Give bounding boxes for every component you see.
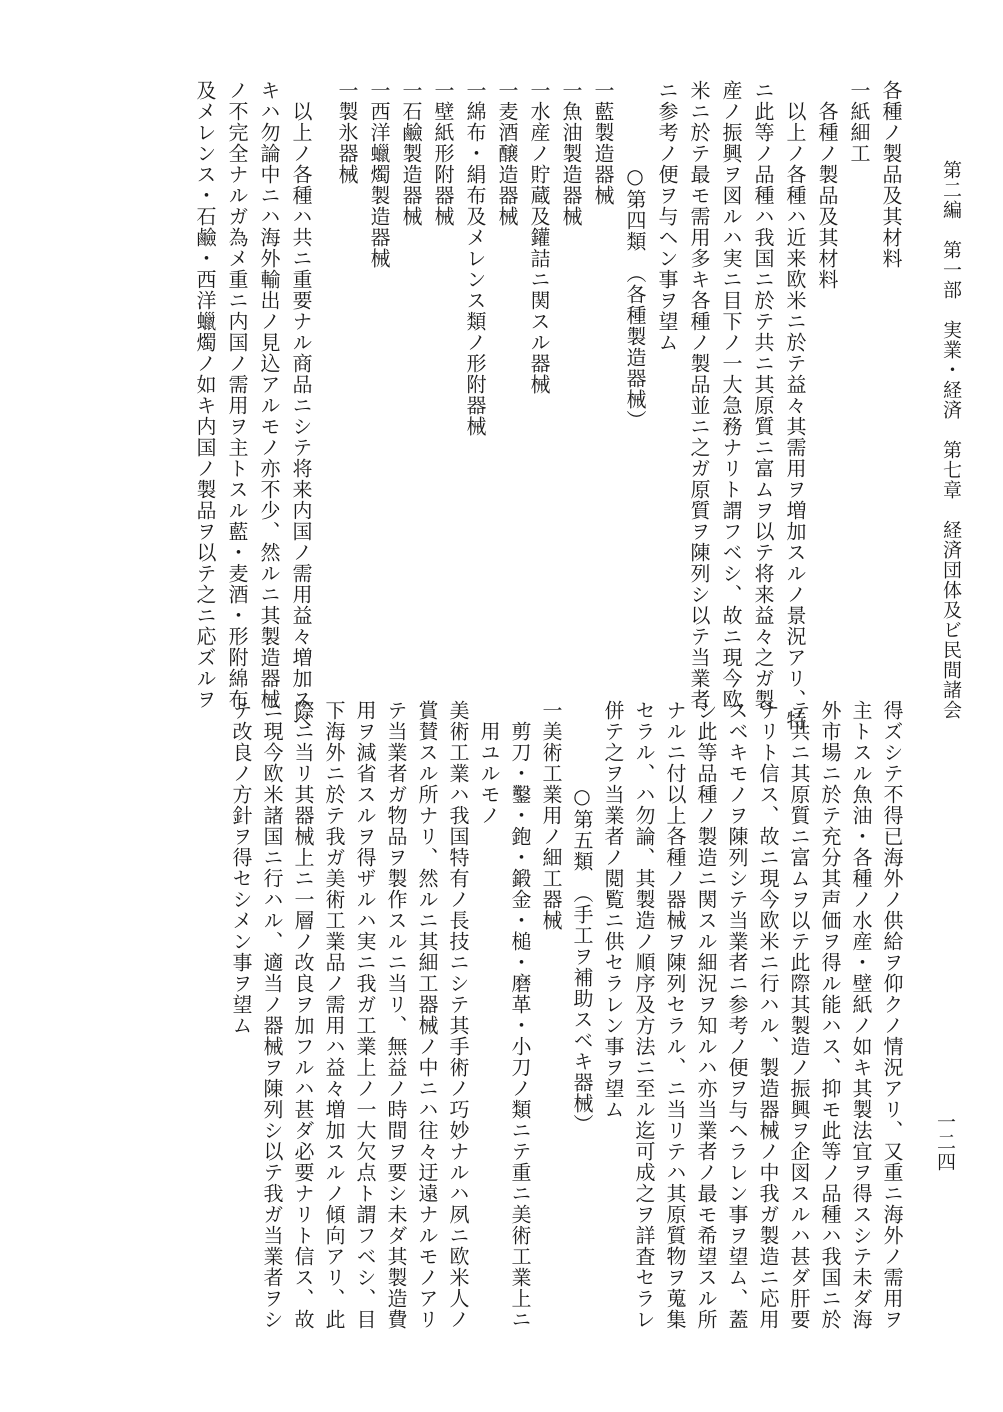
list-item: 一藍製造器械 <box>591 80 615 206</box>
paragraph-line: 産ノ振興ヲ図ルハ実ニ目下ノ一大急務ナリト謂フベシ、故ニ現今欧 <box>719 80 743 710</box>
paragraph-line: キハ勿論中ニハ海外輸出ノ見込アルモノ亦不少、然ルニ其製造器械 <box>257 80 281 710</box>
list-item: 一壁紙形附器械 <box>431 80 455 227</box>
paragraph-line: ナリト信ス、故ニ現今欧米ニ行ハル、製造器械ノ中我ガ製造ニ応用 <box>756 700 780 1330</box>
upper-text-block <box>189 80 907 731</box>
sub-item-materials: 各種ノ製品及其材料 <box>815 80 839 290</box>
spacer <box>317 80 331 680</box>
paragraph-line: 主トスル魚油・各種ノ水産・壁紙ノ如キ其製法宜ヲ得スシテ未ダ海 <box>849 700 873 1330</box>
class4-title: ○第四類 （各種製造器械） <box>623 80 647 431</box>
item-paper-craft: 一紙細工 <box>847 80 871 164</box>
paragraph-line: ニ此等ノ品種ハ我国ニ於テ共ニ其原質ニ富ムヲ以テ将来益々之ガ製 <box>751 80 775 710</box>
lower-text-block <box>225 700 907 1340</box>
tool-list-line: 用ユルモノ <box>477 700 501 826</box>
tool-list-line: 剪刀・鑿・鉋・鍛金・槌・磨革・小刀ノ類ニテ重ニ美術工業上ニ <box>508 700 532 1330</box>
paragraph-line: テ改良ノ方針ヲ得セシメン事ヲ望ム <box>229 700 253 1036</box>
paragraph-line: 賞賛スル所ナリ、然ルニ其細工器械ノ中ニハ往々迂遠ナルモノアリ <box>415 700 439 1330</box>
paragraph-line: セラル、ハ勿論、其製造ノ順序及方法ニ至ル迄可成之ヲ詳査セラレ <box>632 700 656 1330</box>
paragraph-line: ニ現今欧米諸国ニ行ハル、適当ノ器械ヲ陳列シ以テ我ガ当業者ヲシ <box>260 700 284 1330</box>
paragraph-line: スベキモノヲ陳列シテ当業者ニ参考ノ便ヲ与ヘラレン事ヲ望ム、蓋 <box>725 700 749 1330</box>
list-item: 一水産ノ貯蔵及鑵詰ニ関スル器械 <box>527 80 551 395</box>
paragraph-line: 下海外ニ於テ我ガ美術工業品ノ需用ハ益々増加スルノ傾向アリ、此 <box>322 700 346 1330</box>
paragraph-line: 以上ノ各種ハ近来欧米ニ於テ益々其需用ヲ増加スルノ景況アリ、特 <box>783 80 807 731</box>
paragraph-line: 及メレンス・石鹼・西洋蠟燭ノ如キ内国ノ製品ヲ以テ之ニ応ズルヲ <box>193 80 217 710</box>
list-item: 一石鹼製造器械 <box>399 80 423 227</box>
paragraph-line: テ当業者ガ物品ヲ製作スルニ当リ、無益ノ時間ヲ要シ未ダ其製造費 <box>384 700 408 1330</box>
item-art-tools: 一美術工業用ノ細工器械 <box>539 700 563 931</box>
paragraph-line: 米ニ於テ最モ需用多キ各種ノ製品並ニ之ガ原質ヲ陳列シ以テ当業者 <box>687 80 711 710</box>
paragraph-line: 以上ノ各種ハ共ニ重要ナル商品ニシテ将来内国ノ需用益々増加スベ <box>289 80 313 731</box>
paragraph-line: 併テ之ヲ当業者ノ閲覧ニ供セラレン事ヲ望ム <box>601 700 625 1120</box>
list-item: 一魚油製造器械 <box>559 80 583 227</box>
paragraph-line: 得ズシテ不得已海外ノ供給ヲ仰クノ情況アリ、又重ニ海外ノ需用ヲ <box>880 700 904 1330</box>
list-item: 一麦酒醸造器械 <box>495 80 519 227</box>
paragraph-line: テ共ニ其原質ニ富ムヲ以テ此際其製造ノ振興ヲ企図スルハ甚ダ肝要 <box>787 700 811 1330</box>
paragraph-line: 用ヲ減省スルヲ得ザルハ実ニ我ガ工業上ノ一大欠点ト謂フベシ、目 <box>353 700 377 1330</box>
list-item: 一西洋蠟燭製造器械 <box>367 80 391 269</box>
section-heading: 各種ノ製品及其材料 <box>879 80 903 269</box>
list-item: 一綿布・絹布及メレンス類ノ形附器械 <box>463 80 487 437</box>
paragraph-line: ニ参考ノ便ヲ与ヘン事ヲ望ム <box>655 80 679 353</box>
paragraph-line: ノ不完全ナルガ為メ重ニ内国ノ需用ヲ主トスル藍・麦酒・形附綿布 <box>225 80 249 710</box>
paragraph-line: 外市場ニ於テ充分其声価ヲ得ル能ハス、抑モ此等ノ品種ハ我国ニ於 <box>818 700 842 1330</box>
page-number: 一二四 <box>934 1112 956 1172</box>
paragraph-line: 際ニ当リ其器械上ニ一層ノ改良ヲ加フルハ甚ダ必要ナリト信ス、故 <box>291 700 315 1330</box>
paragraph-line: 美術工業ハ我国特有ノ長技ニシテ其手術ノ巧妙ナルハ夙ニ欧米人ノ <box>446 700 470 1330</box>
paragraph-line: ナルニ付以上各種ノ器械ヲ陳列セラル、ニ当リテハ其原質物ヲ蒐集 <box>663 700 687 1330</box>
running-header: 第二編 第一部 実業・経済 第七章 経済団体及ビ民間諸会 <box>940 160 962 720</box>
class5-title: ○第五類 （手工ヲ補助スベキ器械） <box>570 700 594 1135</box>
paragraph-line: シ此等品種ノ製造ニ関スル細況ヲ知ルハ亦当業者ノ最モ希望スル所 <box>694 700 718 1330</box>
list-item: 一製氷器械 <box>335 80 359 185</box>
